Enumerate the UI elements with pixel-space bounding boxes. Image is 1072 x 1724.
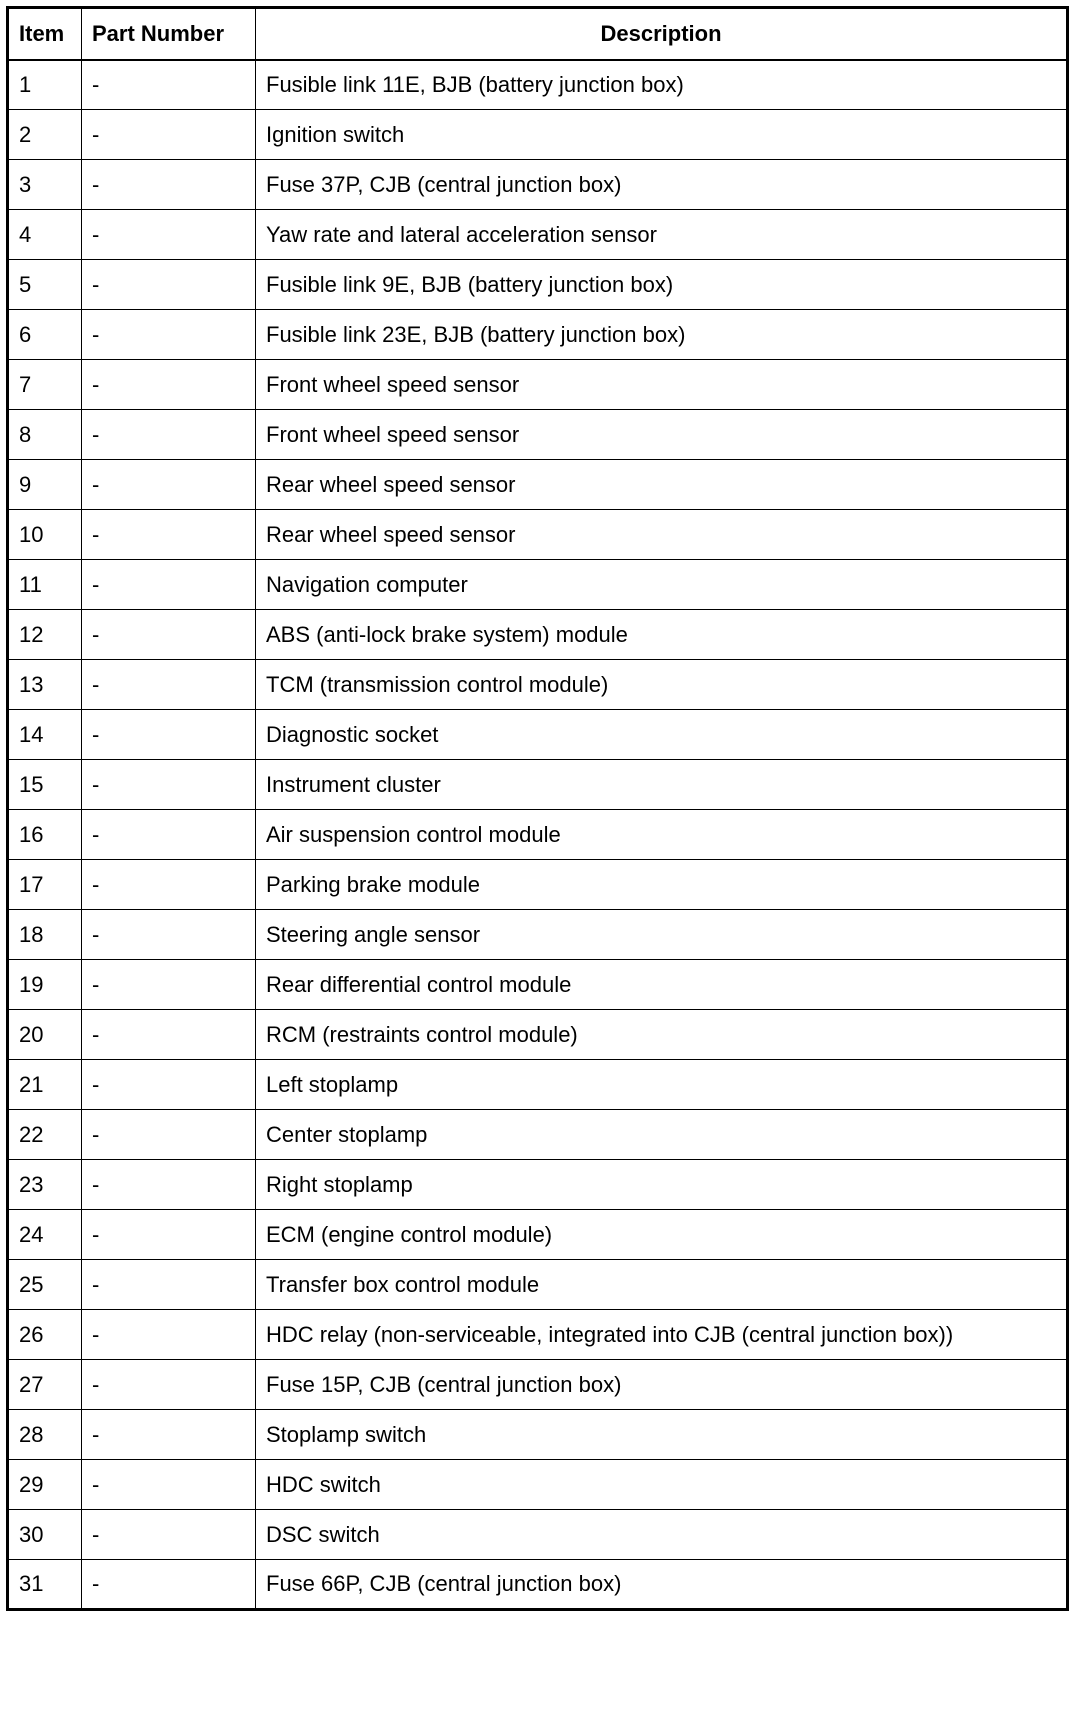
header-row	[8, 8, 1068, 60]
description-cell: Navigation computer	[256, 560, 1068, 610]
part-number-cell: -	[82, 1260, 256, 1310]
part-number-cell: -	[82, 1060, 256, 1110]
description-cell: Front wheel speed sensor	[256, 360, 1068, 410]
table-row	[8, 1010, 1068, 1060]
item-cell: 6	[8, 310, 82, 360]
item-cell: 30	[8, 1510, 82, 1560]
table-row	[8, 1210, 1068, 1260]
description-cell: Left stoplamp	[256, 1060, 1068, 1110]
table-row	[8, 210, 1068, 260]
part-number-cell: -	[82, 260, 256, 310]
part-number-cell: -	[82, 1460, 256, 1510]
part-number-cell: -	[82, 760, 256, 810]
table-row	[8, 360, 1068, 410]
description-cell: HDC relay (non-serviceable, integrated into CJB (central junction box))	[256, 1310, 1068, 1360]
header-item: Item	[8, 8, 82, 60]
description-cell: Rear wheel speed sensor	[256, 510, 1068, 560]
description-cell: Instrument cluster	[256, 760, 1068, 810]
table-row	[8, 960, 1068, 1010]
part-number-cell: -	[82, 560, 256, 610]
table-body	[8, 60, 1068, 1610]
part-number-cell: -	[82, 510, 256, 560]
table-row	[8, 160, 1068, 210]
item-cell: 19	[8, 960, 82, 1010]
description-cell: Rear wheel speed sensor	[256, 460, 1068, 510]
item-cell: 22	[8, 1110, 82, 1160]
item-cell: 7	[8, 360, 82, 410]
table-row	[8, 710, 1068, 760]
description-cell: Fuse 37P, CJB (central junction box)	[256, 160, 1068, 210]
item-cell: 27	[8, 1360, 82, 1410]
item-cell: 21	[8, 1060, 82, 1110]
table-row	[8, 760, 1068, 810]
item-cell: 2	[8, 110, 82, 160]
part-number-cell: -	[82, 460, 256, 510]
item-cell: 13	[8, 660, 82, 710]
part-number-cell: -	[82, 860, 256, 910]
description-cell: Right stoplamp	[256, 1160, 1068, 1210]
table-row	[8, 510, 1068, 560]
description-cell: Fuse 15P, CJB (central junction box)	[256, 1360, 1068, 1410]
item-cell: 4	[8, 210, 82, 260]
part-number-cell: -	[82, 1010, 256, 1060]
table-row	[8, 910, 1068, 960]
description-cell: DSC switch	[256, 1510, 1068, 1560]
table-header	[8, 8, 1068, 60]
part-number-cell: -	[82, 1510, 256, 1560]
part-number-cell: -	[82, 1210, 256, 1260]
description-cell: Rear differential control module	[256, 960, 1068, 1010]
table-row	[8, 560, 1068, 610]
part-number-cell: -	[82, 310, 256, 360]
table-row	[8, 1260, 1068, 1310]
part-number-cell: -	[82, 1160, 256, 1210]
table-row	[8, 1160, 1068, 1210]
item-cell: 17	[8, 860, 82, 910]
component-legend-table	[6, 6, 1069, 1611]
table-row	[8, 610, 1068, 660]
description-cell: ABS (anti-lock brake system) module	[256, 610, 1068, 660]
table-row	[8, 260, 1068, 310]
description-cell: Fusible link 11E, BJB (battery junction box)	[256, 60, 1068, 110]
item-cell: 31	[8, 1560, 82, 1610]
table-row	[8, 1060, 1068, 1110]
part-number-cell: -	[82, 110, 256, 160]
item-cell: 8	[8, 410, 82, 460]
part-number-cell: -	[82, 810, 256, 860]
part-number-cell: -	[82, 910, 256, 960]
item-cell: 1	[8, 60, 82, 110]
part-number-cell: -	[82, 160, 256, 210]
item-cell: 29	[8, 1460, 82, 1510]
table-row	[8, 110, 1068, 160]
part-number-cell: -	[82, 710, 256, 760]
item-cell: 11	[8, 560, 82, 610]
part-number-cell: -	[82, 1310, 256, 1360]
part-number-cell: -	[82, 1560, 256, 1610]
item-cell: 26	[8, 1310, 82, 1360]
part-number-cell: -	[82, 410, 256, 460]
description-cell: Parking brake module	[256, 860, 1068, 910]
header-description: Description	[256, 8, 1068, 60]
description-cell: HDC switch	[256, 1460, 1068, 1510]
item-cell: 14	[8, 710, 82, 760]
header-part-number: Part Number	[82, 8, 256, 60]
description-cell: Fusible link 9E, BJB (battery junction box)	[256, 260, 1068, 310]
description-cell: Diagnostic socket	[256, 710, 1068, 760]
description-cell: Yaw rate and lateral acceleration sensor	[256, 210, 1068, 260]
item-cell: 24	[8, 1210, 82, 1260]
part-number-cell: -	[82, 960, 256, 1010]
part-number-cell: -	[82, 210, 256, 260]
item-cell: 28	[8, 1410, 82, 1460]
description-cell: Fusible link 23E, BJB (battery junction box)	[256, 310, 1068, 360]
table-row	[8, 810, 1068, 860]
description-cell: Ignition switch	[256, 110, 1068, 160]
description-cell: Fuse 66P, CJB (central junction box)	[256, 1560, 1068, 1610]
table-row	[8, 1560, 1068, 1610]
description-cell: Center stoplamp	[256, 1110, 1068, 1160]
item-cell: 3	[8, 160, 82, 210]
table-row	[8, 1460, 1068, 1510]
item-cell: 9	[8, 460, 82, 510]
item-cell: 25	[8, 1260, 82, 1310]
part-number-cell: -	[82, 1110, 256, 1160]
description-cell: TCM (transmission control module)	[256, 660, 1068, 710]
description-cell: Stoplamp switch	[256, 1410, 1068, 1460]
part-number-cell: -	[82, 60, 256, 110]
part-number-cell: -	[82, 610, 256, 660]
part-number-cell: -	[82, 1410, 256, 1460]
item-cell: 10	[8, 510, 82, 560]
component-legend-sheet	[6, 6, 1066, 1611]
table-row	[8, 1360, 1068, 1410]
item-cell: 16	[8, 810, 82, 860]
item-cell: 18	[8, 910, 82, 960]
description-cell: Front wheel speed sensor	[256, 410, 1068, 460]
item-cell: 12	[8, 610, 82, 660]
item-cell: 15	[8, 760, 82, 810]
table-row	[8, 310, 1068, 360]
description-cell: RCM (restraints control module)	[256, 1010, 1068, 1060]
table-row	[8, 410, 1068, 460]
description-cell: ECM (engine control module)	[256, 1210, 1068, 1260]
table-row	[8, 1110, 1068, 1160]
item-cell: 20	[8, 1010, 82, 1060]
description-cell: Steering angle sensor	[256, 910, 1068, 960]
table-row	[8, 60, 1068, 110]
part-number-cell: -	[82, 360, 256, 410]
part-number-cell: -	[82, 1360, 256, 1410]
table-row	[8, 1310, 1068, 1360]
item-cell: 5	[8, 260, 82, 310]
table-row	[8, 1410, 1068, 1460]
item-cell: 23	[8, 1160, 82, 1210]
part-number-cell: -	[82, 660, 256, 710]
table-row	[8, 1510, 1068, 1560]
description-cell: Transfer box control module	[256, 1260, 1068, 1310]
table-row	[8, 660, 1068, 710]
table-row	[8, 860, 1068, 910]
table-row	[8, 460, 1068, 510]
description-cell: Air suspension control module	[256, 810, 1068, 860]
